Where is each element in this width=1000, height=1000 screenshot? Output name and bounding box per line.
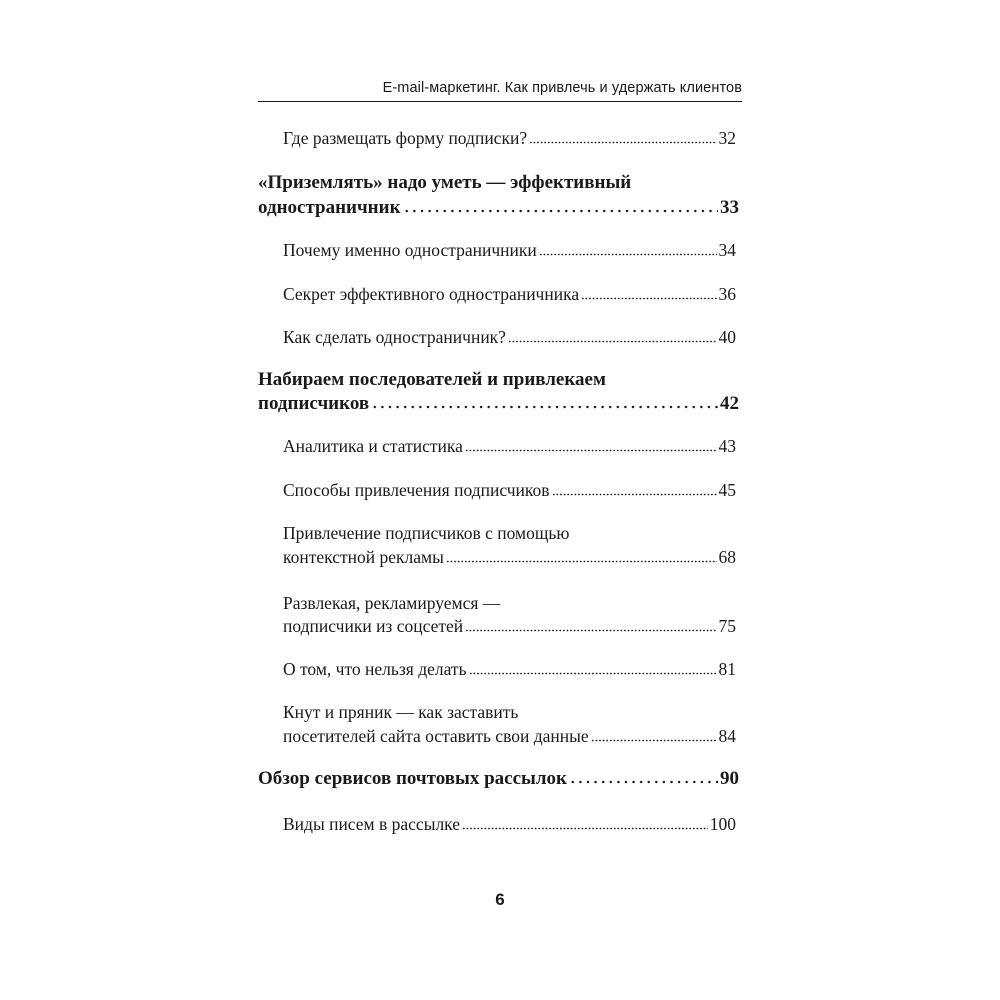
toc-entry-page: 75: [718, 616, 736, 636]
running-header: E-mail-маркетинг. Как привлечь и удержать клиентов: [382, 80, 742, 96]
toc-entry-title-line2: подписчики из соцсетей: [283, 616, 464, 636]
toc-entry-page: 84: [718, 726, 736, 746]
toc-chapter-title: Обзор сервисов почтовых рассылок: [258, 768, 567, 789]
toc-entry-title: Как сделать одностраничник?: [283, 327, 506, 347]
toc-entry: [283, 325, 736, 349]
toc-entry-title: Секрет эффективного одностраничника: [283, 284, 580, 304]
toc-chapter-page: 33: [720, 197, 739, 218]
dot-leader: [446, 553, 717, 563]
toc-chapter-title-line2: подписчиков: [258, 393, 370, 414]
toc-entry-page: 45: [718, 480, 736, 500]
dot-leader: [465, 622, 716, 632]
toc-entry-title-line2: посетителей сайта оставить свои данные: [283, 726, 589, 746]
toc-entry: [283, 238, 736, 262]
dot-leader: [403, 203, 718, 213]
toc-entry-page: 34: [718, 240, 736, 260]
toc-entry: [283, 614, 736, 638]
toc-entry: [283, 812, 736, 836]
toc-entry-title: Виды писем в рассылке: [283, 814, 461, 834]
dot-leader: [465, 442, 717, 452]
toc-entry: [283, 126, 736, 150]
dot-leader: [581, 290, 716, 300]
toc-chapter-entry: [258, 766, 739, 792]
dot-leader: [508, 333, 717, 343]
toc-chapter-title-line1: Набираем последователей и привлекаем: [258, 369, 606, 390]
dot-leader: [591, 732, 717, 742]
dot-leader: [552, 486, 717, 496]
toc-entry-title: О том, что нельзя делать: [283, 659, 467, 679]
toc-chapter-title-line2: одностраничник: [258, 197, 401, 218]
toc-entry-title-line2: контекстной рекламы: [283, 547, 444, 567]
toc-chapter-title-line1: «Приземлять» надо уметь — эффективный: [258, 172, 632, 193]
dot-leader: [371, 399, 718, 409]
toc-entry: [283, 657, 736, 681]
toc-entry-title: Аналитика и статистика: [283, 436, 463, 456]
toc-entry-page: 68: [718, 547, 736, 567]
toc-entry-page: 100: [709, 814, 736, 834]
toc-entry-title: Почему именно одностраничники: [283, 240, 537, 260]
toc-entry-page: 43: [718, 436, 736, 456]
toc-entry: [283, 478, 736, 502]
dot-leader: [462, 820, 708, 830]
dot-leader: [539, 246, 717, 256]
toc-chapter-page: 42: [720, 393, 739, 414]
toc-entry-page: 81: [718, 659, 736, 679]
header-rule: [258, 101, 742, 102]
toc-chapter-page: 90: [720, 768, 739, 789]
toc-entry: [283, 282, 736, 306]
toc-chapter-entry: [258, 391, 739, 417]
toc-entry-title: Способы привлечения подписчиков: [283, 480, 550, 500]
toc-entry: [283, 434, 736, 458]
toc-entry-page: 36: [718, 284, 736, 304]
dot-leader: [469, 665, 717, 675]
dot-leader: [569, 774, 718, 784]
toc-entry-title-line1: Развлекая, рекламируемся —: [283, 593, 501, 613]
toc-entry: [283, 724, 736, 748]
toc-entry-title-line1: Привлечение подписчиков с помощью: [283, 523, 570, 543]
toc-entry-page: 32: [718, 128, 736, 148]
toc-entry-title-line1: Кнут и пряник — как заставить: [283, 702, 519, 722]
toc-entry-title: Где размещать форму подписки?: [283, 128, 528, 148]
toc-chapter-entry: [258, 195, 739, 221]
dot-leader: [529, 134, 716, 144]
page-number: 6: [495, 890, 505, 909]
toc-entry: [283, 545, 736, 569]
toc-entry-page: 40: [718, 327, 736, 347]
